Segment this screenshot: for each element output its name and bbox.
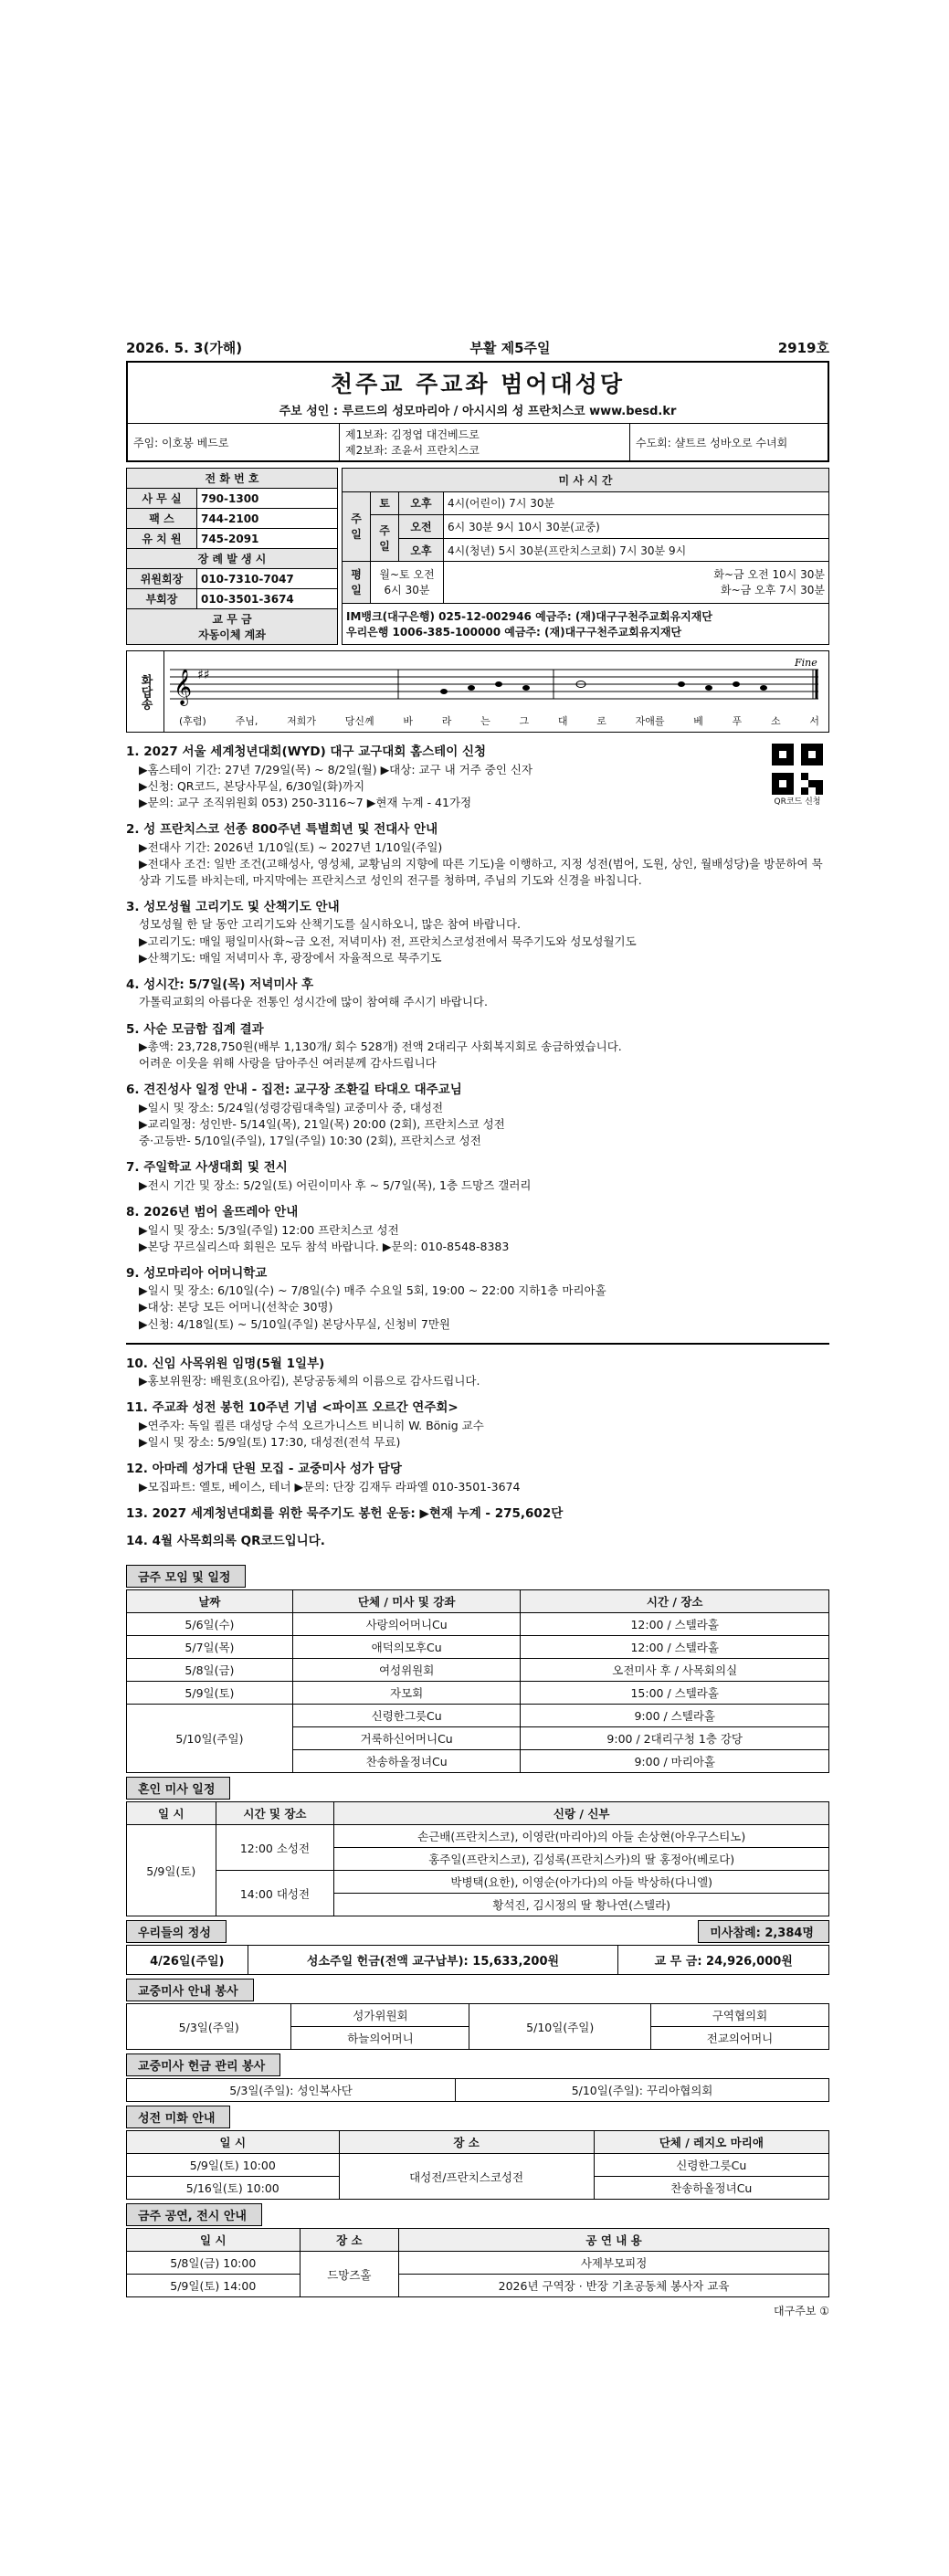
visit-title: 성전 미화 안내 [126, 2106, 230, 2128]
attendance: 미사참례: 2,384명 [698, 1920, 829, 1943]
lyric-syllable: 서 [809, 715, 819, 727]
table-cell: 5/3일(주일): 성인복사단 [127, 2079, 456, 2102]
notice-list [126, 744, 829, 1333]
table-cell: 애덕의모후Cu [292, 1636, 521, 1659]
lyric-syllable: 그 [519, 715, 530, 727]
fine-mark: Fine [795, 657, 817, 669]
contact-value: 010-3501-3674 [196, 589, 337, 609]
table-cell: 신령한그릇Cu [594, 2154, 828, 2177]
table-cell: 드망즈홀 [300, 2252, 399, 2297]
table-cell: 전교의어머니 [651, 2027, 829, 2050]
table-cell: 여성위원회 [292, 1659, 521, 1682]
table-cell: 박병택(요한), 이영순(아가다)의 아들 박상하(다니엘) [334, 1871, 829, 1894]
table-cell: 손근배(프란치스코), 이영란(마리아)의 아들 손상현(아우구스티노) [334, 1825, 829, 1848]
notice-title: 11. 주교좌 성전 봉헌 10주년 기념 <파이프 오르간 연주회> [126, 1400, 459, 1416]
mass-detail: 6시 30분 9시 10시 30분(교중) [444, 515, 829, 539]
schedule-table [126, 1589, 829, 1773]
contact-label: 유 치 원 [127, 529, 197, 549]
contact-value: 010-7310-7047 [196, 569, 337, 589]
notice-line: ▶연주자: 독일 쾰른 대성당 수석 오르가니스트 비니히 W. Bönig 교수 [139, 1418, 484, 1432]
divider [126, 1343, 829, 1345]
table-cell: 5/8일(금) [127, 1659, 293, 1682]
bank-header [127, 609, 338, 645]
music-staff [164, 651, 828, 732]
lyric-syllable: 대 [557, 715, 568, 727]
notice-item [126, 821, 829, 889]
lyric-syllable: 라 [441, 715, 452, 727]
table-cell: 14:00 대성전 [216, 1871, 334, 1916]
table-cell: 5/9일(토) 14:00 [127, 2275, 301, 2297]
notice-item [126, 1505, 829, 1524]
table-cell: 9:00 / 스텔라홀 [521, 1705, 829, 1727]
table-cell: 5/8일(금) 10:00 [127, 2252, 301, 2275]
table-cell: 교 무 금: 24,926,000원 [618, 1946, 829, 1975]
notice-item [126, 1159, 829, 1194]
table-cell: 9:00 / 마리아홀 [521, 1750, 829, 1773]
table-cell: 자모회 [292, 1682, 521, 1705]
svg-text:𝄞: 𝄞 [174, 669, 193, 705]
table-cell: 하늘의어머니 [291, 2027, 469, 2050]
table-cell: 홍주일(프란치스코), 김성록(프란치스카)의 딸 홍정아(베로다) [334, 1848, 829, 1871]
contact-label: 위원회장 [127, 569, 197, 589]
notice-title: 8. 2026년 범어 올뜨레아 안내 [126, 1204, 299, 1219]
bank-subtitle: 자동이체 계좌 [198, 628, 266, 641]
table-cell: 5/3일(주일) [127, 2004, 291, 2050]
col-header: 단체 / 미사 및 강좌 [292, 1590, 521, 1613]
notice-line: ▶전대사 기간: 2026년 1/10일(토) ~ 2027년 1/10일(주일) [139, 839, 443, 854]
notice-line: ▶신청: QR코드, 본당사무실, 6/30일(화)까지 [139, 778, 365, 793]
mass-when: 오전 [399, 515, 444, 539]
bank-holder: 예금주: (재)대구구천주교회유지재단 [535, 609, 712, 623]
lyric-syllable: 자애를 [635, 715, 665, 727]
notices-section [126, 744, 829, 1551]
table-cell: 9:00 / 2대리구청 1층 강당 [521, 1727, 829, 1750]
notice-line: ▶전시 기간 및 장소: 5/2일(토) 어린이미사 후 ~ 5/7일(목), 1층 드망즈 갤러리 [139, 1177, 532, 1192]
table-cell: 5/9일(토) 10:00 [127, 2154, 340, 2177]
contact-label: 팩 스 [127, 509, 197, 529]
collection-table [126, 2078, 829, 2102]
lyric-syllable: 로 [596, 715, 606, 727]
notice-item [126, 899, 829, 966]
lyric-syllable: 주님, [235, 715, 258, 727]
psalm-lyrics [179, 713, 819, 728]
table-cell: 성소주일 헌금(전액 교구납부): 15,633,200원 [248, 1946, 618, 1975]
notice-item [126, 1399, 829, 1451]
issue-number: 2919호 [777, 340, 829, 356]
col-header: 날짜 [127, 1590, 293, 1613]
col-header: 공 연 내 용 [399, 2229, 829, 2252]
bank-account: IM뱅크(대구은행) 025-12-002946 [346, 609, 532, 623]
wedding-table [126, 1801, 829, 1916]
table-cell: 5/10일(주일) [127, 1705, 293, 1773]
shows-table [126, 2228, 829, 2297]
notice-title: 10. 신임 사목위원 임명(5월 1일부) [126, 1356, 325, 1371]
bank-holder: 예금주: (재)대구구천주교회유지재단 [504, 625, 682, 639]
bank-title: 교 무 금 [212, 613, 252, 626]
notice-line: ▶고리기도: 매일 평일미사(화~금 오전, 저녁미사) 전, 프란치스코성전에서 묵주기도와 성모성월기도 [139, 934, 637, 948]
lyric-syllable: 베 [693, 715, 703, 727]
lyric-syllable: 소 [770, 715, 781, 727]
col-header: 일 시 [127, 2229, 301, 2252]
contact-table [126, 468, 338, 645]
wedding-title: 혼인 미사 일정 [126, 1777, 230, 1800]
weekday-extra: 화~금 오후 7시 30분 [721, 584, 825, 597]
svg-text:♯♯: ♯♯ [197, 668, 210, 682]
col-header: 단체 / 레지오 마리애 [594, 2131, 828, 2154]
col-header: 장 소 [339, 2131, 594, 2154]
notice-item [126, 1021, 829, 1072]
visit-table [126, 2130, 829, 2200]
col-header: 일 시 [127, 1802, 216, 1825]
table-cell: 5/7일(목) [127, 1636, 293, 1659]
col-header: 시간 / 장소 [521, 1590, 829, 1613]
lyric-syllable: 는 [480, 715, 490, 727]
notice-line: ▶홈스테이 기간: 27년 7/29일(목) ~ 8/2일(월) ▶대상: 교구 내 거주 중인 신자 [139, 762, 533, 776]
table-cell: 5/10일(주일) [469, 2004, 651, 2050]
notice-title: 1. 2027 서울 세계청년대회(WYD) 대구 교구대회 홈스테이 신청 [126, 744, 487, 759]
lyric-syllable: 저희가 [287, 715, 316, 727]
table-cell: 12:00 소성전 [216, 1825, 334, 1871]
contact-label: 부회장 [127, 589, 197, 609]
sunday-label: 주일 [343, 491, 371, 562]
patron-subtitle: 주보 성인 : 루르드의 성모마리아 / 아시시의 성 프란치스코 www.besd.kr [128, 399, 828, 424]
table-cell: 거룩하신어머니Cu [292, 1727, 521, 1750]
notice-line: ▶일시 및 장소: 6/10일(수) ~ 7/8일(수) 매주 수요일 5회, 19:00 ~ 22:00 지하1층 마리아홀 [139, 1283, 606, 1298]
notice-line: ▶교리일정: 성인반- 5/14일(목), 21일(목) 20:00 (2회), 프란치스코 성전 [139, 1117, 505, 1131]
qr-block [765, 744, 829, 807]
notice-item [126, 1461, 829, 1495]
contact-header: 전 화 번 호 [127, 469, 338, 489]
notice-line: ▶홍보위원장: 배원호(요아킴), 본당공동체의 이름으로 감사드립니다. [139, 1374, 480, 1388]
bulletin-page [126, 338, 829, 2318]
table-cell: 5/9일(토) [127, 1682, 293, 1705]
funeral-header: 장 례 발 생 시 [127, 549, 338, 569]
notice-line: ▶문의: 교구 조직위원회 053) 250-3116~7 ▶현재 누계 - 41가정 [139, 795, 472, 809]
saturday-label: 토 [371, 491, 399, 515]
notice-title: 6. 견진성사 일정 안내 - 집전: 교구장 조환길 타대오 대주교님 [126, 1082, 462, 1098]
weekday-main: 월~토 오전 6시 30분 [371, 562, 444, 603]
table-cell: 사랑의어머니Cu [292, 1613, 521, 1636]
masthead [126, 361, 829, 462]
col-header: 일 시 [127, 2131, 340, 2154]
table-cell: 황석진, 김시정의 딸 황나연(스텔라) [334, 1894, 829, 1916]
notice-item [126, 1265, 829, 1333]
mass-when: 오후 [399, 538, 444, 562]
notice-item [126, 1204, 829, 1255]
notice-line: ▶본당 꾸르실리스따 회원은 모두 참석 바랍니다. ▶문의: 010-8548-8383 [139, 1239, 510, 1253]
responsorial-psalm [126, 650, 829, 733]
notice-title: 2. 성 프란치스코 선종 800주년 특별희년 및 전대사 안내 [126, 821, 438, 837]
notice-title: 3. 성모성월 고리기도 및 산책기도 안내 [126, 899, 340, 914]
notice-line: ▶총액: 23,728,750원(배부 1,130개/ 회수 528개) 전액 2대리구 사회복지회로 송금하였습니다. [139, 1040, 622, 1054]
greeters-table [126, 2003, 829, 2050]
col-header: 장 소 [300, 2229, 399, 2252]
greeters-title: 교중미사 안내 봉사 [126, 1979, 254, 2001]
table-cell: 찬송하올정녀Cu [292, 1750, 521, 1773]
contact-value: 745-2091 [196, 529, 337, 549]
notice-title: 13. 2027 세계청년대회를 위한 묵주기도 봉헌 운동: ▶현재 누계 - 275,602단 [126, 1505, 564, 1521]
mass-header: 미 사 시 간 [343, 469, 829, 492]
contact-value: 790-1300 [196, 489, 337, 509]
weekday-extra: 화~금 오전 10시 30분 [713, 568, 825, 582]
staff-notation [170, 657, 828, 713]
mass-detail: 4시(청년) 5시 30분(프란치스코회) 7시 30분 9시 [444, 538, 829, 562]
mass-detail: 4시(어린이) 7시 30분 [444, 491, 829, 515]
notice-title: 9. 성모마리아 어머니학교 [126, 1265, 268, 1281]
table-cell: 찬송하올정녀Cu [594, 2177, 828, 2200]
offering-table [126, 1945, 829, 1975]
table-cell: 12:00 / 스텔라홀 [521, 1613, 829, 1636]
notice-list-2 [126, 1356, 829, 1551]
notice-line: 어려운 이웃을 위해 사랑을 담아주신 여러분께 감사드립니다 [139, 1056, 437, 1071]
date: 2026. 5. 3(가해) [126, 340, 243, 356]
assistant-2: 제2보좌: 조윤서 프란치스코 [345, 444, 480, 457]
bank-account: 우리은행 1006-385-100000 [346, 625, 501, 639]
notice-title: 7. 주일학교 사생대회 및 전시 [126, 1160, 288, 1176]
notice-title: 12. 아마레 성가대 단원 모집 - 교중미사 성가 담당 [126, 1462, 402, 1477]
col-header: 신랑 / 신부 [334, 1802, 829, 1825]
table-cell: 4/26일(주일) [127, 1946, 248, 1975]
sisters: 수도회: 샬트르 성바오로 수녀회 [636, 436, 788, 449]
info-grid [126, 468, 829, 645]
assistant-1: 제1보좌: 김정엽 대건베드로 [345, 428, 480, 441]
mass-when: 오후 [399, 491, 444, 515]
notice-line: ▶대상: 본당 모든 어머니(선착순 30명) [139, 1300, 333, 1314]
lyric-syllable: 바 [403, 715, 413, 727]
qr-code-icon [772, 744, 823, 795]
notice-line: ▶일시 및 장소: 5/24일(성령강림대축일) 교중미사 중, 대성전 [139, 1100, 444, 1114]
weekday-label: 평일 [343, 562, 371, 603]
lyric-syllable: (후렴) [179, 715, 206, 727]
staff-row [128, 424, 828, 460]
contact-label: 사 무 실 [127, 489, 197, 509]
notice-line: ▶산책기도: 매일 저녁미사 후, 광장에서 자율적으로 묵주기도 [139, 950, 442, 965]
notice-line: 성모성월 한 달 동안 고리기도와 산책기도를 실시하오니, 많은 참여 바랍니다. [139, 917, 522, 932]
col-header: 시간 및 장소 [216, 1802, 334, 1825]
notice-item [126, 1356, 829, 1390]
notice-item [126, 1533, 829, 1551]
table-cell: 12:00 / 스텔라홀 [521, 1636, 829, 1659]
notice-item [126, 1082, 829, 1149]
collection-title: 교중미사 헌금 관리 봉사 [126, 2053, 280, 2076]
pastor: 주임: 이호봉 베드로 [133, 436, 229, 449]
notice-line: 중·고등반- 5/10일(주일), 17일(주일) 10:30 (2회), 프란치스코 성전 [139, 1134, 481, 1148]
table-cell: 대성전/프란치스코성전 [339, 2154, 594, 2200]
table-cell: 구역협의회 [651, 2004, 829, 2027]
notice-line: ▶모집파트: 엘토, 베이스, 테너 ▶문의: 단장 김재두 라파엘 010-3501-3674 [139, 1479, 521, 1494]
footer: 대구주보 ① [774, 2305, 829, 2317]
notice-item [126, 744, 829, 811]
table-cell: 오전미사 후 / 사목회의실 [521, 1659, 829, 1682]
notice-title: 5. 사순 모금함 집계 결과 [126, 1021, 264, 1037]
contact-value: 744-2100 [196, 509, 337, 529]
schedule-title: 금주 모임 및 일정 [126, 1565, 246, 1588]
psalm-label: 화답송 [127, 651, 164, 732]
notice-title: 14. 4월 사목회의록 QR코드입니다. [126, 1534, 325, 1549]
notice-line: ▶일시 및 장소: 5/9일(토) 17:30, 대성전(전석 무료) [139, 1435, 401, 1450]
notice-title: 4. 성시간: 5/7일(목) 저녁미사 후 [126, 977, 314, 992]
mass-table [342, 468, 829, 645]
lyric-syllable: 푸 [732, 715, 743, 727]
table-cell: 사제부모피정 [399, 2252, 829, 2275]
qr-caption: QR코드 신청 [774, 797, 821, 807]
table-cell: 5/16일(토) 10:00 [127, 2177, 340, 2200]
table-cell: 성가위원회 [291, 2004, 469, 2027]
offering-title: 우리들의 정성 [126, 1920, 227, 1943]
offering-head [126, 1916, 829, 1945]
notice-line: ▶전대사 조건: 일반 조건(고해성사, 영성체, 교황님의 지향에 따른 기도)을 이행하고, 지정 성전(범어, 도원, 상인, 월배성당)을 방문하여 묵상과 기도를 바치는데, 마지막에는 프란치스코 성인의 전구를 청하며, 주님의 기도와 신경을 바칩니다. [139, 856, 823, 887]
notice-line: 가톨릭교회의 아름다운 전통인 성시간에 많이 참여해 주시기 바랍니다. [139, 995, 488, 1009]
season: 부활 제5주일 [469, 340, 551, 356]
table-cell: 15:00 / 스텔라홀 [521, 1682, 829, 1705]
notice-item [126, 977, 829, 1011]
date-bar [126, 338, 829, 357]
notice-line: ▶일시 및 장소: 5/3일(주일) 12:00 프란치스코 성전 [139, 1222, 399, 1237]
table-cell: 5/6일(수) [127, 1613, 293, 1636]
lyric-syllable: 당신께 [344, 715, 374, 727]
notice-line: ▶신청: 4/18일(토) ~ 5/10일(주일) 본당사무실, 신청비 7만원 [139, 1316, 450, 1331]
shows-title: 금주 공연, 전시 안내 [126, 2203, 262, 2226]
parish-title: 천주교 주교좌 범어대성당 [330, 371, 626, 397]
table-cell: 2026년 구역장 · 반장 기초공동체 봉사자 교육 [399, 2275, 829, 2297]
table-cell: 신령한그릇Cu [292, 1705, 521, 1727]
table-cell: 5/9일(토) [127, 1825, 216, 1916]
sunday-sub-label: 주일 [371, 515, 399, 562]
table-cell: 5/10일(주일): 꾸리아협의회 [456, 2079, 829, 2102]
